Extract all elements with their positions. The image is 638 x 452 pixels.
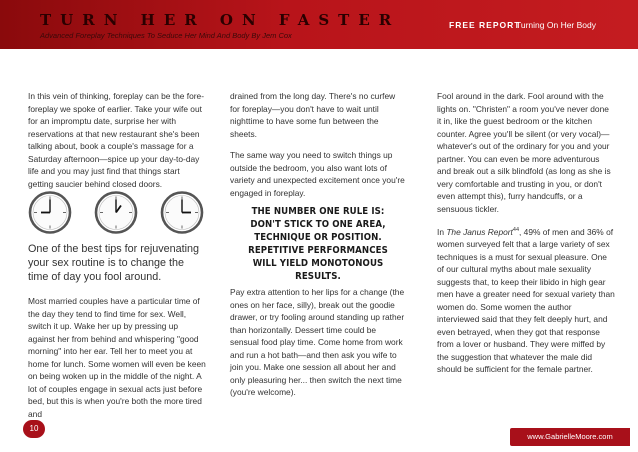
paragraph: Pay extra attention to her lips for a change (the ones on her face, silly), break out the goodie drawer, or try fooling around standing up rather than horizontally. Dessert time could be sensual food play time. Come home from work and run a hot bath—and then ask you wife to join you. Make one session all about her and only pleasuring her... then switch the next time (you're welcome). xyxy=(230,287,405,397)
column-1-intro xyxy=(28,90,206,190)
paragraph: In this vein of thinking, foreplay can be the fore-foreplay we spoke of earlier. Take your wife out for an impromptu date, surprise her with reservations at that new restaurant she's been talking about, book a couple's massage for a Saturday afternoon—spice up your day-to-day life and you may just find that things start getting saucier behind closed doors. xyxy=(28,91,204,189)
clock-icon xyxy=(30,193,70,233)
text-span: In xyxy=(437,226,447,237)
header-bar xyxy=(0,0,638,49)
callout-rule: THE NUMBER ONE RULE IS: DON'T STICK TO ONE AREA, TECHNIQUE OR POSITION. REPETITIVE PERFORMANCES WILL YIELD MONOTONOUS RESULTS. xyxy=(248,206,388,282)
clock-icon xyxy=(162,193,202,233)
column-1-body xyxy=(28,295,206,420)
page-number: 10 xyxy=(23,420,45,438)
book-title: The Janus Report xyxy=(446,226,513,237)
footer-url[interactable]: www.GabrielleMoore.com xyxy=(510,428,630,446)
janus-paragraph xyxy=(437,224,615,376)
report-title: Turning On Her Body xyxy=(516,20,596,30)
footnote-ref: 44 xyxy=(512,227,520,233)
brand-subtitle: Advanced Foreplay Techniques To Seduce Her Mind And Body By Jem Cox xyxy=(40,31,292,40)
paragraph: Fool around in the dark. Fool around with the lights on. "Christen" a room you've never done it in, like the guest bedroom or the kitchen counter. Agree you'll be silent (or very vocal)—whatever's out of the ordinary for you and your partner. You can even be more adventurous and break out a silk blindfold (as long as she is very comfortable and trusting in you, or don't even attempt this), furry handcuffs, or a sensuous tickler. xyxy=(437,91,611,214)
paragraph: drained from the long day. There's no curfew for foreplay—you don't have to wait until nighttime to have some fun between the sheets. xyxy=(230,91,396,139)
free-report-label: FREE REPORT xyxy=(449,20,521,30)
brand-title: TURN HER ON FASTER xyxy=(40,11,401,29)
paragraph: The same way you need to switch things up outside the bedroom, you also want lots of variety and unexpected excitement once you're engaged in foreplay. xyxy=(230,150,405,198)
column-3 xyxy=(437,90,615,376)
pull-quote: One of the best tips for rejuvenating your sex routine is to change the time of day you fool around. xyxy=(28,243,200,283)
clock-icon xyxy=(96,193,136,233)
paragraph: Most married couples have a particular time of the day they tend to find time for sex. Well, switch it up. Wake her up by pressing up against her from behind and whispering "good morning" into her ear. Tell her to meet you at home for lunch. Some women will even be keen on being woken up in the middle of the night. A lot of couples engage in sexual acts just before bed, but this is when you're both the more tired and xyxy=(28,296,206,419)
clock-illustrations xyxy=(28,190,204,235)
column-2-top xyxy=(230,90,407,199)
column-2-body xyxy=(230,286,407,399)
text-span: , 49% of men and 36% of women surveyed felt that a large variety of sex techniques is a must for sexual pleasure. One of our cultural myths about male sexuality suggests that, to keep their libido in high gear men have a greater need for sexual variety than women do. Some women the author interviewed said that they felt deeply hurt, and even betrayed, when they got that response from a lover or husband. They were miffed by the suggestion that whatever the male did should be sufficient for the female partner. xyxy=(437,226,615,375)
